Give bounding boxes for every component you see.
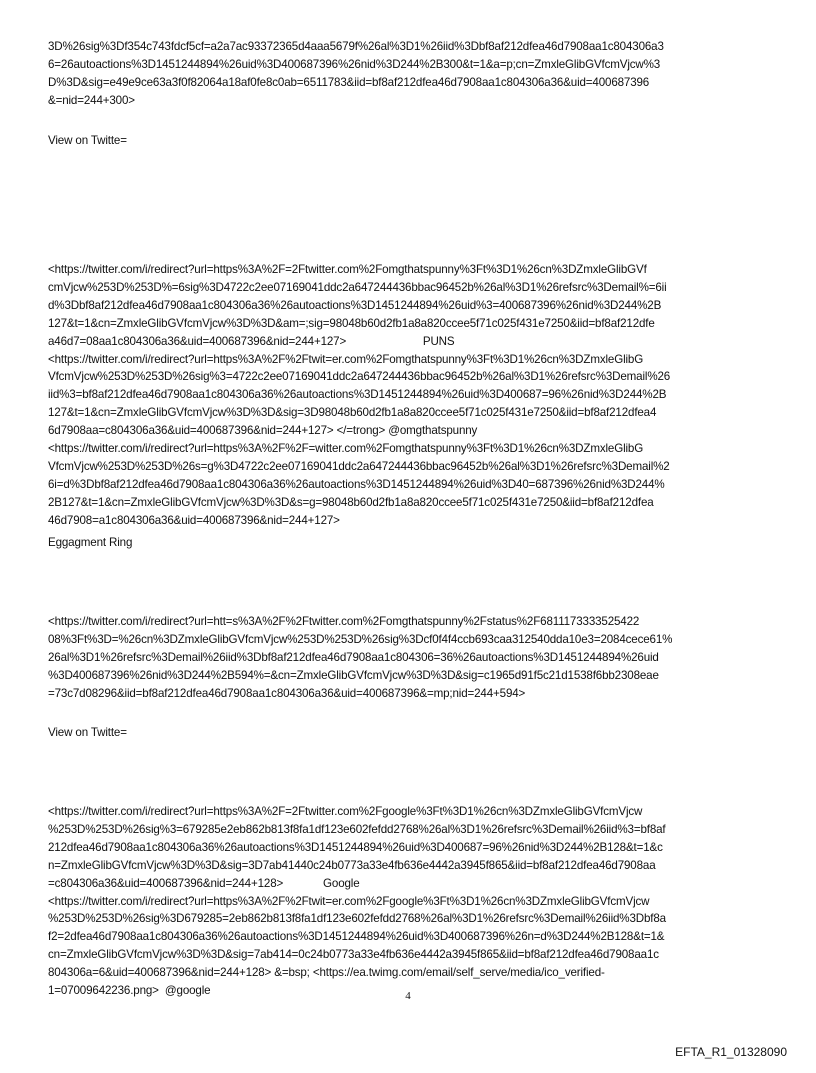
text-line: %3D400687396%26nid%3D244%2B594%=&cn=ZmxleGlibGVfcmVjcw%3D%3D&sig=c1965d91f5c21d1538f6bb2308eae bbox=[48, 668, 659, 682]
text-line: 6i=d%3Dbf8af212dfea46d7908aa1c804306a36%26autoactions%3D1451244894%26uid%3D40=687396%26nid%3D244% bbox=[48, 477, 665, 491]
page-number: 4 bbox=[405, 990, 411, 1002]
text-line: 46d7908=a1c804306a36&uid=400687396&nid=244+127> bbox=[48, 513, 340, 527]
text-line: 6d7908aa=c804306a36&uid=400687396&nid=244+127> </=trong> @omgthatspunny bbox=[48, 424, 478, 438]
text-line: <https://twitter.com/i/redirect?url=https%3A%2F=2Ftwitter.com%2Fomgthatspunny%3Ft%3D1%26cn%3DZmxleGlibGVf bbox=[48, 263, 647, 276]
text-line: cn=ZmxleGlibGVfcmVjcw%3D%3D&sig=7ab414=0c24b0773a33e4fb636e4442a3945f865&iid=bf8af212dfea46d7908aa1c bbox=[48, 948, 659, 962]
text-line: <https://twitter.com/i/redirect?url=https%3A%2F%2Ftwit=er.com%2Fgoogle%3Ft%3D1%26cn%3DZmxleGlibGVfcmVjcw bbox=[48, 894, 650, 908]
text-line: D%3D&sig=e49e9ce63a3f0f82064a18af0fe8c0ab=6511783&iid=bf8af212dfea46d7908aa1c804306a36&uid=400687396 bbox=[48, 75, 650, 89]
text-line: <https://twitter.com/i/redirect?url=https%3A%2F%2Ftwit=er.com%2Fomgthatspunny%3Ft%3D1%26cn%3DZmxleGlibG bbox=[48, 352, 644, 366]
text-line: 127&t=1&cn=ZmxleGlibGVfcmVjcw%3D%3D&am=;sig=98048b60d2fb1a8a820ccee5f71c025f431e7250&iid=bf8af212dfe bbox=[48, 316, 655, 330]
text-line: <https://twitter.com/i/redirect?url=https%3A%2F=2Ftwitter.com%2Fgoogle%3Ft%3D1%26cn%3DZmxleGlibGVfcmVjcw bbox=[48, 805, 643, 818]
text-line: iid%3=bf8af212dfea46d7908aa1c804306a36%26autoactions%3D1451244894%26uid%3D400687=96%26nid%3D244%2B bbox=[48, 388, 667, 402]
text-line: VfcmVjcw%253D%253D%26sig%3=4722c2ee07169041ddc2a647244436bbac96452b%26al%3D1%26refsrc%3Demail%26 bbox=[48, 370, 671, 384]
text-line: 2B127&t=1&cn=ZmxleGlibGVfcmVjcw%3D%3D&s=g=98048b60d2fb1a8a820ccee5f71c025f431e7250&iid=bf8af212dfea bbox=[48, 495, 654, 509]
text-line: 212dfea46d7908aa1c804306a36%26autoactions%3D1451244894%26uid%3D400687=96%26nid%3D244%2B128&t=1&c bbox=[48, 840, 663, 854]
text-line: n=ZmxleGlibGVfcmVjcw%3D%3D&sig=3D7ab41440c24b0773a33e4fb636e4442a3945f865&iid=bf8af212dfea46d7908aa bbox=[48, 858, 656, 872]
text-line: VfcmVjcw%253D%253D%26s=g%3D4722c2ee07169041ddc2a647244436bbac96452b%26al%3D1%26refsrc%3Demail%2 bbox=[48, 459, 670, 473]
text-line: %253D%253D%26sig%3D679285=2eb862b813f8fa1df123e602fefdd2768%26al%3D1%26refsrc%3Demail%26iid%3Dbf8a bbox=[48, 912, 666, 926]
text-line: a46d7=08aa1c804306a36&uid=400687396&nid=244+127> PUNS bbox=[48, 334, 455, 348]
text-line: &=nid=244+300> bbox=[48, 93, 135, 107]
text-line: <https://twitter.com/i/redirect?url=htt=s%3A%2F%2Ftwitter.com%2Fomgthatspunny%2Fstatus%2F6811173333525422 bbox=[48, 615, 640, 628]
text-line: 08%3Ft%3D=%26cn%3DZmxleGlibGVfcmVjcw%253D%253D%26sig%3Dcf0f4f4ccb693caa312540dda10e3=2084cece61% bbox=[48, 632, 673, 646]
text-line: d%3Dbf8af212dfea46d7908aa1c804306a36%26autoactions%3D1451244894%26uid%3=400687396%26nid%3D244%2B bbox=[48, 298, 662, 312]
text-line: 127&t=1&cn=ZmxleGlibGVfcmVjcw%3D%3D&sig=3D98048b60d2fb1a8a820ccee5f71c025f431e7250&iid=bf8af212dfea4 bbox=[48, 406, 657, 420]
text-line: cmVjcw%253D%253D%=6sig%3D4722c2ee07169041ddc2a647244436bbac96452b%26al%3D1%26refsrc%3Demail%=6ii bbox=[48, 280, 667, 294]
document-id-footer: EFTA_R1_01328090 bbox=[675, 1045, 787, 1059]
eggagment-ring-heading: Eggagment Ring bbox=[48, 536, 133, 549]
view-on-twitter-text: View on Twitte= bbox=[48, 726, 127, 739]
text-line: %253D%253D%26sig%3=679285e2eb862b813f8fa1df123e602fefdd2768%26al%3D1%26refsrc%3Demail%26iid%3=bf8af bbox=[48, 822, 666, 836]
text-line: 6=26autoactions%3D1451244894%26uid%3D400687396%26nid%3D244%2B300&t=1&a=p;cn=ZmxleGlibGVfcmVjcw%3 bbox=[48, 57, 661, 71]
text-line: 26al%3D1%26refsrc%3Demail%26iid%3Dbf8af212dfea46d7908aa1c804306=36%26autoactions%3D1451244894%26uid bbox=[48, 650, 659, 664]
url-block-1 bbox=[48, 38, 808, 110]
url-block-4 bbox=[48, 803, 808, 1000]
url-block-3 bbox=[48, 613, 808, 703]
view-on-twitter-text: View on Twitte= bbox=[48, 134, 127, 147]
text-line: =c804306a36&uid=400687396&nid=244+128> Google bbox=[48, 876, 360, 890]
text-line: <https://twitter.com/i/redirect?url=https%3A%2F%2F=witter.com%2Fomgthatspunny%3Ft%3D1%26cn%3DZmxleGlibG bbox=[48, 442, 644, 456]
text-line: 1=07009642236.png> @google bbox=[48, 984, 211, 998]
text-line: f2=2dfea46d7908aa1c804306a36%26autoactions%3D1451244894%26uid%3D400687396%26n=d%3D244%2B128&t=1& bbox=[48, 930, 665, 944]
text-line: =73c7d08296&iid=bf8af212dfea46d7908aa1c804306a36&uid=400687396&=mp;nid=244+594> bbox=[48, 686, 526, 700]
url-block-2 bbox=[48, 261, 808, 530]
text-line: 3D%26sig%3Df354c743fdcf5cf=a2a7ac93372365d4aaa5679f%26al%3D1%26iid%3Dbf8af212dfea46d7908aa1c804306a3 bbox=[48, 40, 664, 53]
text-line: 804306a=6&uid=400687396&nid=244+128> &=bsp; <https://ea.twimg.com/email/self_serve/media/ico_verified- bbox=[48, 966, 605, 980]
